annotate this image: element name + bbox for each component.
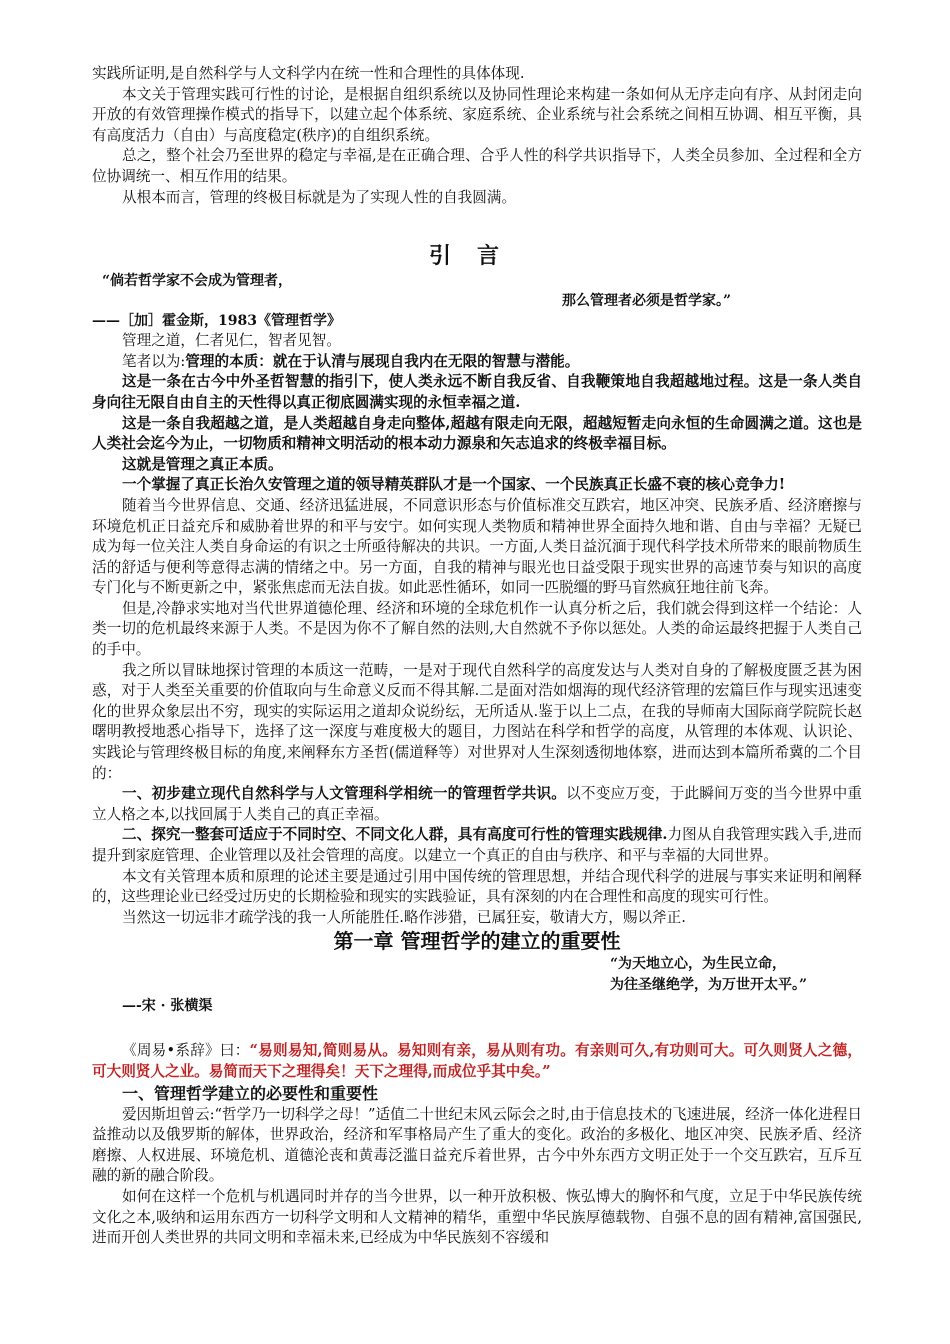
- paragraph: 一个掌握了真正长治久安管理之道的领导精英群队才是一个国家、一个民族真正长盛不衰的核心竞争力!: [122, 476, 786, 494]
- intro-heading: 引言: [428, 244, 525, 270]
- paragraph-text: 以不变应万变，于此瞬间万变的当今世界中重立人格之本,以找回属于人类自己的真正幸福。: [92, 785, 862, 823]
- paragraph-lead: 笔者以为:: [122, 352, 186, 370]
- paragraph: 这是一条自我超越之道，是人类超越自身走向整体,超越有限走向无限，超越短暂走向永恒的生命圆满之道。这也是人类社会迄今为止，一切物质和精神文明活动的根本动力源泉和矢志追求的终极幸福目标。: [92, 414, 862, 453]
- emphasis-text: 二、探究一整套可适应于不同时空、不同文化人群，具有高度可行性的管理实践规律.: [122, 826, 668, 844]
- paragraph: 总之，整个社会乃至世界的稳定与幸福,是在正确合理、合乎人性的科学共识指导下，人类全员参加、全过程和全方位协调统一、相互作用的结果。: [92, 147, 862, 185]
- paragraph: [92, 352, 862, 373]
- classical-quote: “易则易知,简则易从。易知则有亲，易从则有功。有亲则可久,有功则可大。可久则贤人之德，可大则贤人之业。易简而天下之理得矣！天下之理得,而成位乎其中矣。”: [92, 1042, 863, 1080]
- paragraph: 如何在这样一个危机与机遇同时并存的当今世界，以一种开放积极、恢弘博大的胸怀和气度，立足于中华民族传统文化之本,吸纳和运用东西方一切科学文明和人文精神的精华，重塑中华民族厚德载物、自强不息的固有精神,富国强民,进而开创人类世界的共同文明和幸福未来,已经成为中华民族刻不容缓和: [92, 1187, 862, 1247]
- epigraph-line: “倘若哲学家不会成为管理者，: [102, 273, 293, 290]
- paragraph: 本文有关管理本质和原理的论述主要是通过引用中国传统的管理思想，并结合现代科学的进展与事实来证明和阐释的，这些理论业已经受过历史的长期检验和现实的实践验证，具有深刻的内在合理性和高度的现实可行性。: [92, 867, 862, 906]
- citation-title: 《周易•系辞》曰：: [122, 1042, 250, 1060]
- paragraph: 这是一条在古今中外圣哲智慧的指引下，使人类永远不断自我反省、自我鞭策地自我超越地过程。这是一条人类自身向往无限自由自主的天性得以真正彻底圆满实现的永恒幸福之道.: [92, 373, 862, 411]
- paragraph: 实践所证明,是自然科学与人文科学内在统一性和合理性的具体体现.: [92, 65, 525, 82]
- epigraph-line: “为天地立心，为生民立命，: [610, 956, 787, 973]
- section-heading: 一、管理哲学建立的必要性和重要性: [122, 1083, 379, 1103]
- epigraph-source: ——［加］霍金斯，1983《管理哲学》: [92, 313, 341, 330]
- epigraph-source: —-宋 · 张横渠: [122, 998, 213, 1015]
- paragraph: 管理之道，仁者见仁，智者见智。: [122, 332, 341, 350]
- document-page: [92, 64, 862, 1249]
- emphasis-text: 管理的本质：就在于认清与展现自我内在无限的智慧与潜能。: [185, 352, 580, 370]
- emphasis-text: 一、初步建立现代自然科学与人文管理科学相统一的管理哲学共识。: [122, 785, 567, 803]
- chapter-heading: 第一章 管理哲学的建立的重要性: [333, 929, 621, 954]
- paragraph: 从根本而言，管理的终极目标就是为了实现人性的自我圆满。: [122, 188, 517, 206]
- paragraph: 但是,冷静求实地对当代世界道德伦理、经济和环境的全球危机作一认真分析之后，我们就会得到这样一个结论：人类一切的危机最终来源于人类。不是因为你不了解自然的法则,大自然就不予你以惩处。人类的命运最终把握于人类自己的手中。: [92, 599, 862, 659]
- paragraph: [92, 784, 862, 825]
- paragraph: 当然这一切远非才疏学浅的我一人所能胜任.略作涉猎，已属狂妄，敬请大方，赐以斧正.: [122, 908, 686, 926]
- paragraph: 本文关于管理实践可行性的讨论，是根据自组织系统以及协同性理论来构建一条如何从无序走向有序、从封闭走向开放的有效管理操作模式的指导下，以建立起个体系统、家庭系统、企业系统与社会系统之间相互协调、相互平衡，具有高度活力（自由）与高度稳定(秩序)的自组织系统。: [92, 85, 862, 144]
- spacer: [92, 1017, 862, 1041]
- paragraph: [92, 825, 862, 866]
- epigraph-line: 为往圣继绝学，为万世开太平。”: [610, 977, 808, 994]
- paragraph-text: 力图从自我管理实践入手,进而提升到家庭管理、企业管理以及社会管理的高度。以建立一个真正的自由与秩序、和平与幸福的大同世界。: [92, 826, 863, 864]
- paragraph: [92, 1041, 862, 1082]
- paragraph: 随着当今世界信息、交通、经济迅猛进展，不同意识形态与价值标准交互跌宕，地区冲突、民族矛盾、经济磨擦与环境危机正日益充斥和威胁着世界的和平与安宁。如何实现人类物质和精神世界全面持久地和谐、自由与幸福？无疑已成为每一位关注人类自身命运的有识之士所亟待解决的共识。一方面,人类日益沉湎于现代科学技术所带来的眼前物质生活的舒适与便利等意得志满的情绪之中。另一方面，自我的精神与眼光也日益受限于现实世界的高速节奏与知识的高度专门化与不断更新之中，紧张焦虑而无法自拔。如此恶性循环，如同一匹脱缰的野马盲然疯狂地往前飞奔。: [92, 496, 862, 597]
- paragraph: 这就是管理之真正本质。: [122, 455, 283, 473]
- paragraph: 我之所以冒昧地探讨管理的本质这一范畴，一是对于现代自然科学的高度发达与人类对自身的了解极度匮乏甚为困惑，对于人类至关重要的价值取向与生命意义反而不得其解.二是面对浩如烟海的现代经济管理的宏篇巨作与现实迅速变化的世界众象层出不穷，现实的实际运用之道却众说纷纭，无所适从.鉴于以上二点，在我的导师南大国际商学院院长赵曙明教授地悉心指导下，选择了这一深度与难度极大的题目，力图站在科学和哲学的高度，从管理的本体观、认识论、实践论与管理终极目标的角度,来阐释东方圣哲(儒道释等）对世界对人生深刻透彻地体察，进而达到本篇所希冀的二个目的：: [92, 661, 862, 782]
- paragraph: 爱因斯坦曾云:“哲学乃一切科学之母！”适值二十世纪末风云际会之时,由于信息技术的飞速进展，经济一体化进程日益推动以及俄罗斯的解体，世界政治，经济和军事格局产生了重大的变化。政治的多极化、地区冲突、民族矛盾、经济磨擦、人权进展、环境危机、道德沦丧和黄毒泛滥日益充斥着世界，古今中外东西方文明正处于一个交互跌宕，互斥互融的新的融合阶段。: [92, 1105, 862, 1185]
- epigraph-line: 那么管理者必须是哲学家。”: [562, 293, 732, 310]
